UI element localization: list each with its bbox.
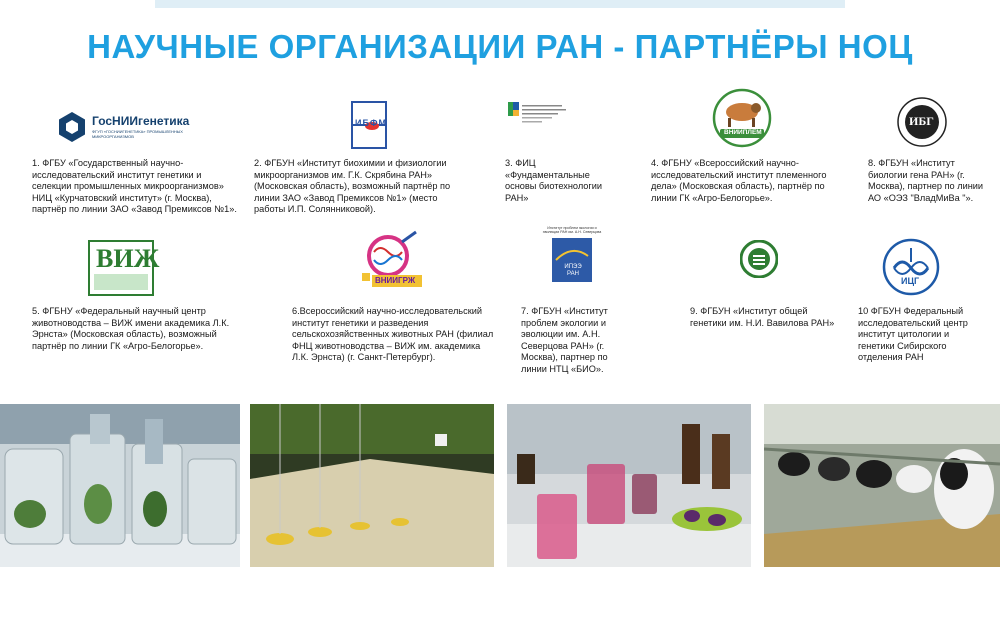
vniigrzh-logo-text: ВНИИГРЖ — [375, 276, 416, 285]
cows-barn-image — [764, 404, 1000, 567]
ipee-logo-text: ИПЭЭ РАН — [564, 264, 582, 277]
ibg-logo — [896, 96, 948, 148]
org-4-text: 4. ФГБНУ «Всероссийский научно-исследовательский институт племенного дела» (Московская область), партнёр по линии ГК «Агро-Белогорье». — [651, 158, 827, 203]
org-2-text: 2. ФГБУН «Институт биохимии и физиологии микроорганизмов им. Г.К. Скрябина РАН» (Московская область), возможный партнёр по линии ЗАО «Завод Премиксов №1» (место работы И.П. Солянниковой). — [254, 158, 451, 215]
org-8-text: 8. ФГБУН «Институт биологии гена РАН» (г. Москва), партнер по линии АО «ОЭЗ "ВладМиВа "». — [868, 158, 984, 203]
gosnii-logo-name: ГосНИИгенетика — [92, 114, 190, 128]
page-title: НАУЧНЫЕ ОРГАНИЗАЦИИ РАН - ПАРТНЁРЫ НОЦ — [87, 28, 913, 65]
photo-poultry-farm — [250, 404, 494, 567]
vizh-logo — [88, 240, 160, 296]
lab-flasks-image — [0, 404, 240, 567]
org-6-text: 6.Всероссийский научно-исследовательский институт генетики и разведения сельскохозяйственных животных РАН (филиал ФНЦ животноводства – ВИЖ им. академика Л.К. Эрнста) (г. Санкт-Петербург). — [292, 306, 494, 363]
fic-biotech-logo — [507, 100, 569, 128]
ipee-logo-header: Институт проблем экологии и эволюции РАН им. А.Н. Северцова — [542, 226, 602, 234]
org-10-text: 10 ФГБУН Федеральный исследовательский центр институт цитологии и генетики Сибирского отделения РАН — [858, 306, 968, 363]
vniiplem-logo-text: ВНИИПЛЕМ — [724, 129, 762, 136]
vniiplem-logo — [712, 88, 772, 148]
gosnii-logo — [56, 110, 196, 144]
icg-logo — [882, 238, 940, 296]
ipee-logo — [540, 226, 604, 282]
icg-emblem-icon — [882, 238, 940, 296]
org-9-text: 9. ФГБУН «Институт общей генетики им. Н.И. Вавилова РАН» — [690, 306, 835, 328]
lab-beakers-image — [507, 404, 751, 567]
gosnii-logo-sub: ФГУП «ГОСНИИГЕНЕТИКА» ПРОМЫШЛЕННЫХ МИКРООРГАНИЗМОВ — [92, 129, 183, 139]
cow-emblem-icon — [712, 88, 772, 148]
poultry-farm-image — [250, 404, 494, 567]
photo-lab-beakers — [507, 404, 751, 567]
vniigrzh-logo — [350, 230, 430, 292]
org-1-text: 1. ФГБУ «Государственный научно-исследовательский институт генетики и селекции промышленных микроорганизмов» НИЦ «Курчатовский институт» (г. Москва), партнёр по линии ЗАО «Завод Премиксов №1». — [32, 158, 237, 215]
vizh-logo-text: ВИЖ — [96, 244, 160, 273]
top-decor-bar — [155, 0, 845, 8]
ibg-logo-text: ИБГ — [909, 114, 934, 128]
vavilov-logo — [740, 240, 778, 278]
icg-logo-text: ИЦГ — [901, 276, 920, 286]
photo-lab-flasks — [0, 404, 240, 567]
ibfm-logo-text: ИБФМ — [355, 118, 387, 128]
photo-cows-barn — [764, 404, 1000, 567]
fic-emblem-icon — [507, 100, 569, 128]
vavilov-emblem-icon — [740, 240, 778, 278]
org-3-text: 3. ФИЦ «Фундаментальные основы биотехнологии РАН» — [505, 158, 603, 203]
org-5-text: 5. ФГБНУ «Федеральный научный центр животноводства – ВИЖ имени академика Л.К. Эрнста» (Московская область), возможный партнёр по линии ГК «Агро-Белогорье». — [32, 306, 230, 351]
bottom-margin — [0, 567, 1000, 634]
org-7-text: 7. ФГБУН «Институт проблем экологии и эволюции им. А.Н. Северцова РАН» (г. Москва), партнер по линии НТЦ «БИО». — [521, 306, 608, 374]
ibfm-logo — [350, 98, 388, 152]
